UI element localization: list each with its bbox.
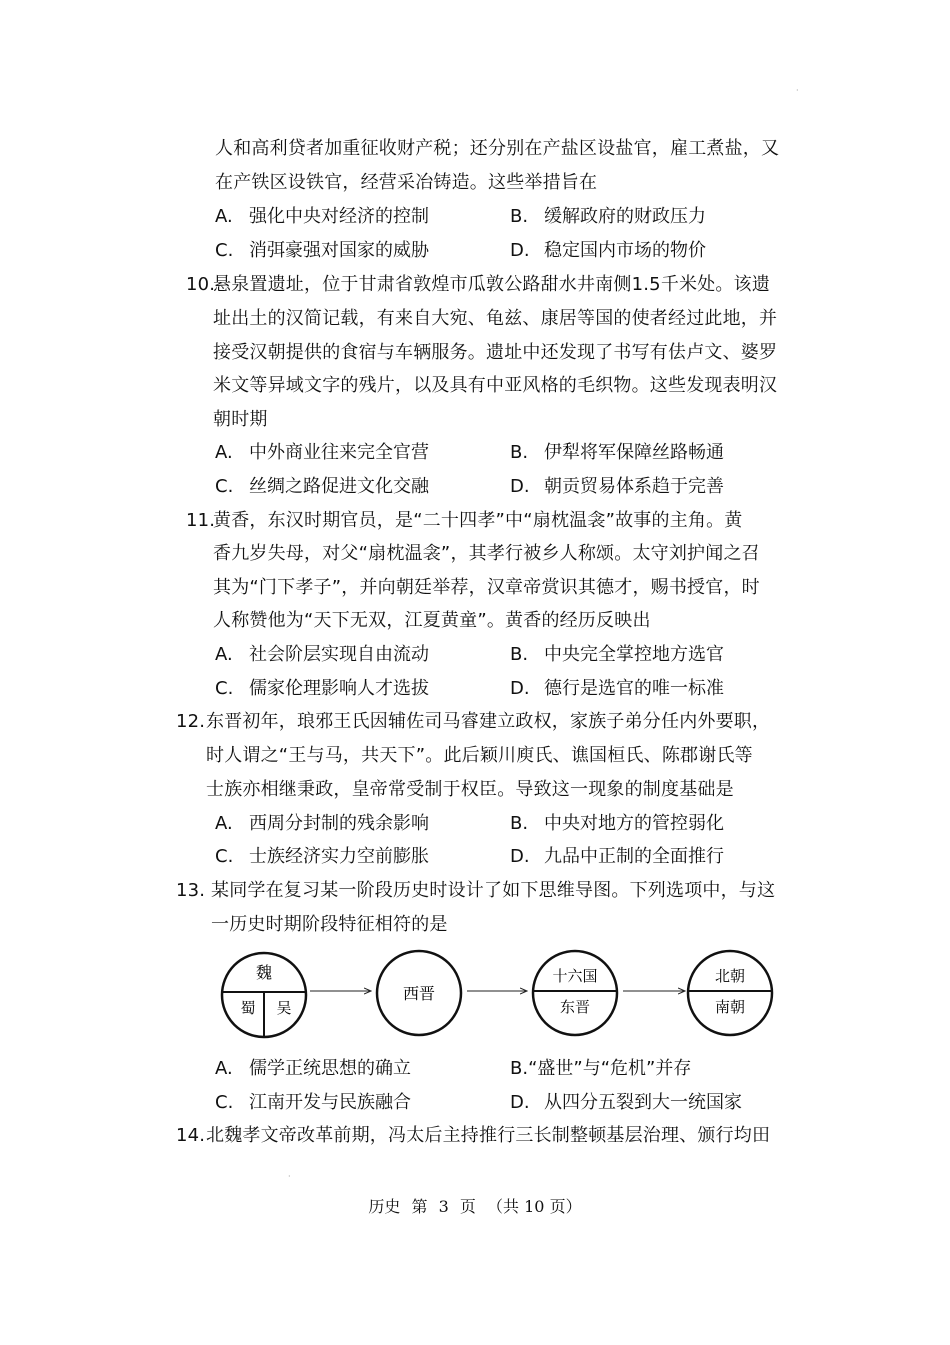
q10-line-3: 接受汉朝提供的食宿与车辆服务。遗址中还发现了书写有佉卢文、婆罗 [213, 342, 778, 363]
q12-line-1: 东晋初年，琅邪王氏因辅佐司马睿建立政权，家族子弟分任内外要职， [206, 711, 771, 732]
q12-option-a: A. 西周分封制的残余影响 [215, 813, 429, 834]
diagram-node-sixteen-kingdoms [533, 951, 617, 1035]
scan-speck: · [288, 1172, 291, 1181]
q10-option-a: A. 中外商业往来完全官营 [215, 442, 429, 463]
q9-option-c: C. 消弭豪强对国家的威胁 [215, 240, 429, 261]
footer-page-suffix: 页 [459, 1197, 476, 1216]
q10-option-d: D. 朝贡贸易体系趋于完善 [510, 476, 724, 497]
footer-page-prefix: 第 [411, 1197, 428, 1216]
footer-page-number: 3 [438, 1197, 449, 1216]
q10-line-5: 朝时期 [213, 409, 268, 430]
q11-option-a: A. 社会阶层实现自由流动 [215, 644, 429, 665]
scan-speck: · [796, 86, 799, 95]
q10-number: 10. [186, 274, 216, 295]
node-beichao-label: 北朝 [714, 967, 746, 985]
footer-total-pages: （共 10 页） [487, 1197, 582, 1216]
q13-option-c: C. 江南开发与民族融合 [215, 1092, 411, 1113]
q11-line-3: 其为“门下孝子”，并向朝廷举荐，汉章帝赏识其德才，赐书授官，时 [213, 577, 760, 598]
q12-option-b: B. 中央对地方的管控弱化 [510, 813, 724, 834]
q12-line-3: 士族亦相继秉政，皇帝常受制于权臣。导致这一现象的制度基础是 [206, 779, 734, 800]
q13-line-1: 某同学在复习某一阶段历史时设计了如下思维导图。下列选项中，与这 [211, 880, 776, 901]
node-wu-label: 吴 [276, 999, 292, 1017]
q12-option-c: C. 士族经济实力空前膨胀 [215, 846, 429, 867]
mind-map-diagram [215, 945, 785, 1045]
diagram-node-northern-southern [688, 951, 772, 1035]
q13-option-a: A. 儒学正统思想的确立 [215, 1058, 411, 1079]
q11-option-c: C. 儒家伦理影响人才选拔 [215, 678, 429, 699]
q11-line-4: 人称赞他为“天下无双，江夏黄童”。黄香的经历反映出 [213, 610, 651, 631]
q9-option-b: B. 缓解政府的财政压力 [510, 206, 706, 227]
node-dongjin-label: 东晋 [559, 998, 591, 1016]
q13-option-b: B.“盛世”与“危机”并存 [510, 1058, 692, 1079]
q12-number: 12. [176, 711, 206, 732]
q11-option-d: D. 德行是选官的唯一标准 [510, 678, 724, 699]
q13-number: 13. [176, 880, 206, 901]
node-shu-label: 蜀 [240, 999, 256, 1017]
diagram-node-western-jin [377, 951, 461, 1035]
q11-number: 11. [186, 510, 216, 531]
q10-line-4: 米文等异域文字的残片，以及具有中亚风格的毛织物。这些发现表明汉 [213, 375, 778, 396]
q9-line-2: 在产铁区设铁官，经营采冶铸造。这些举措旨在 [215, 172, 598, 193]
q10-line-2: 址出土的汉简记载，有来自大宛、龟兹、康居等国的使者经过此地，并 [213, 308, 778, 329]
q11-line-2: 香九岁失母，对父“扇枕温衾”，其孝行被乡人称颂。太守刘护闻之召 [213, 543, 760, 564]
node-wei-label: 魏 [255, 963, 273, 982]
q10-line-1: 悬泉置遗址，位于甘肃省敦煌市瓜敦公路甜水井南侧1.5千米处。该遗 [213, 274, 771, 295]
q9-line-1: 人和高利贷者加重征收财产税；还分别在产盐区设盐官，雇工煮盐，又 [215, 138, 780, 159]
q10-option-c: C. 丝绸之路促进文化交融 [215, 476, 429, 497]
q13-line-2: 一历史时期阶段特征相符的是 [211, 914, 448, 935]
node-sixteen-kingdoms-label: 十六国 [552, 967, 598, 985]
q14-line-1: 北魏孝文帝改革前期，冯太后主持推行三长制整顿基层治理、颁行均田 [206, 1125, 771, 1146]
node-xijin-label: 西晋 [402, 984, 436, 1003]
page-footer [0, 1196, 950, 1218]
q12-option-d: D. 九品中正制的全面推行 [510, 846, 724, 867]
q12-line-2: 时人谓之“王与马，共天下”。此后颖川庾氏、谯国桓氏、陈郡谢氏等 [206, 745, 753, 766]
q10-option-b: B. 伊犁将军保障丝路畅通 [510, 442, 724, 463]
q11-line-1: 黄香，东汉时期官员，是“二十四孝”中“扇枕温衾”故事的主角。黄 [213, 510, 743, 531]
q11-option-b: B. 中央完全掌控地方选官 [510, 644, 724, 665]
node-nanchao-label: 南朝 [714, 998, 746, 1016]
footer-subject: 历史 [368, 1197, 401, 1216]
diagram-node-three-kingdoms [222, 953, 306, 1037]
q13-option-d: D. 从四分五裂到大一统国家 [510, 1092, 742, 1113]
q9-option-a: A. 强化中央对经济的控制 [215, 206, 429, 227]
q9-option-d: D. 稳定国内市场的物价 [510, 240, 706, 261]
q14-number: 14. [176, 1125, 206, 1146]
